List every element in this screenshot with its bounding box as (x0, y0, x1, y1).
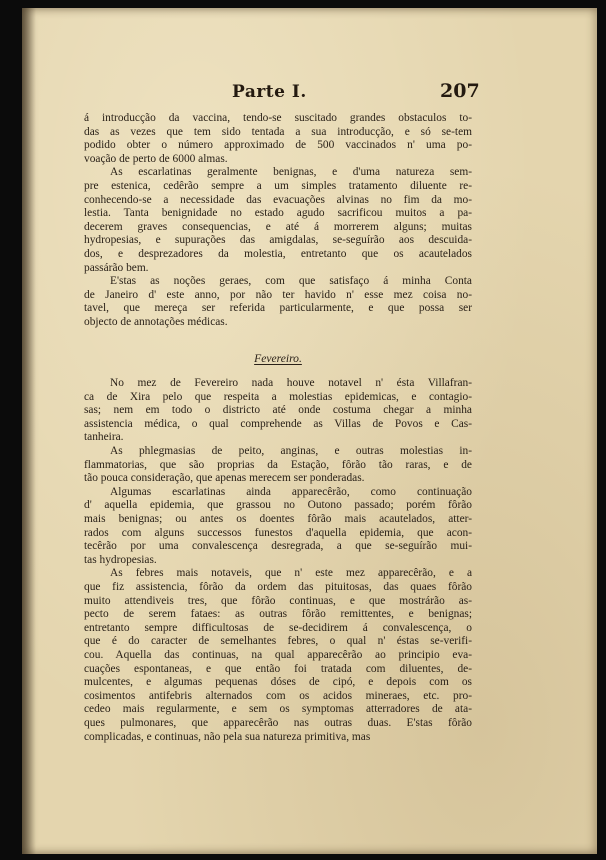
book-page (22, 8, 597, 854)
text-line: As febres mais notaveis, que n' este mez apparecêrão, e a (110, 567, 472, 580)
text-line: cou. Aquella das continuas, na qual apparecêrão ao principio eva- (84, 648, 472, 661)
text-line: d' aquella epidemia, que grassou no Outono passado; porém fôrão (84, 499, 472, 512)
text-block-fevereiro (84, 377, 472, 744)
text-line: passárão bem. (84, 261, 149, 274)
text-line: flammatorias, que são proprias da Estação, fôrão tão raras, e de (84, 458, 472, 471)
paragraph (84, 377, 472, 445)
text-line: cuações espontaneas, e que então foi tratada com diluentes, de- (84, 662, 472, 675)
text-line: pre estenica, cedêrão sempre a um simples tratamento diluente re- (84, 179, 472, 192)
text-line: á introducção da vaccina, tendo-se suscitado grandes obstaculos to- (84, 112, 472, 124)
text-line: As phlegmasias de peito, anginas, e outras molestias in- (110, 445, 472, 458)
paragraph (84, 112, 472, 166)
text-line: lestia. Tanta benignidade no estado agudo sacrificou muitos a pa- (84, 207, 472, 220)
text-line: As escarlatinas geralmente benignas, e d'uma natureza sem- (110, 166, 472, 179)
text-line: tanheira. (84, 431, 124, 444)
paragraph (84, 166, 472, 275)
page-gutter-shadow (22, 8, 36, 854)
text-line: tavel, que mereça ser referida particularmente, e que possa ser (84, 302, 472, 315)
text-line: sas; nem em todo o districto até onde costuma chegar a minha (84, 404, 472, 417)
text-line: ques pulmonares, que apparecêrão nas outras duas. E'stas fôrão (84, 716, 472, 729)
text-line: ca de Xira pelo que respeita a molestias epidemicas, e contagio- (84, 390, 472, 403)
text-line: muito attendiveis tres, que fôrão continuas, e que mostrárão as- (84, 594, 472, 607)
text-line: Algumas escarlatinas ainda apparecêrão, como continuação (110, 485, 472, 498)
text-line: tão pouca consideração, que apenas merecem ser ponderadas. (84, 472, 365, 485)
page-number: 207 (440, 80, 480, 102)
text-line: mais benignas; ou antes os doentes fôrão mais acautelados, atter- (84, 513, 472, 526)
text-line: E'stas as noções geraes, com que satisfaço á minha Conta (110, 275, 472, 288)
text-line: tas hydropesias. (84, 553, 157, 566)
text-line: dos, e desprezadores da molestia, entretanto que os acautelados (84, 247, 472, 260)
text-line: tecêrão por uma convalescença desregrada, a que se-seguírão mui- (84, 540, 472, 553)
section-heading: Fevereiro. (254, 351, 302, 365)
text-line: das as vezes que tem sido tentada a sua introducção, e só se-tem (84, 125, 472, 138)
text-line: de Janeiro d' este anno, por não ter havido n' esse mez coisa no- (84, 288, 472, 301)
text-line: entretanto sempre difficultosas de se-decidirem á convalescença, o (84, 621, 472, 634)
text-line: que fiz assistencia, fôrão da ordem das pituitosas, das quaes fôrão (84, 581, 472, 593)
paragraph (84, 445, 472, 486)
page-header (22, 78, 597, 104)
text-line: assistencia médica, o qual comprehende as Villas de Povos e Cas- (84, 417, 472, 430)
text-line: voação de perto de 6000 almas. (84, 152, 228, 165)
body-text (84, 112, 472, 744)
text-line: cedeo mais regularmente, e sem os symptomas atterradores de ata- (84, 703, 472, 716)
text-line: No mez de Fevereiro nada houve notavel n' ésta Villafran- (110, 377, 472, 390)
text-line: cosimentos antifebris alternados com os acidos mineraes, etc. pro- (84, 689, 472, 702)
text-line: complicadas, e continuas, não pela sua natureza primitiva, mas (84, 730, 371, 743)
text-line: rados com alguns successos funestos d'aquella epidemia, que acon- (84, 526, 472, 539)
text-line: pecto de serem fataes: as outras fôrão remittentes, e benignas; (84, 608, 472, 621)
running-head: Parte I. (232, 82, 307, 102)
text-line: decerem graves consequencias, e até á morrerem alguns; muitas (84, 220, 472, 233)
text-line: mulcentes, e algumas pequenas dóses de cipó, e depois com os (84, 676, 472, 689)
text-line: objecto de annotações médicas. (84, 315, 228, 328)
text-block-intro (84, 112, 472, 330)
text-line: hydropesias, e supurações das amigdalas, se-seguírão aos descuida- (84, 234, 472, 247)
paragraph (84, 275, 472, 329)
text-line: conhecendo-se a necessidade das evacuações alvinas no fim da mo- (84, 193, 472, 206)
text-line: podido obter o número approximado de 500 vaccinados n' uma po- (84, 139, 472, 152)
text-line: que é do caracter de semelhantes febres, o qual n' éstas se-verifi- (84, 635, 472, 648)
paragraph (84, 486, 472, 568)
paragraph (84, 567, 472, 744)
